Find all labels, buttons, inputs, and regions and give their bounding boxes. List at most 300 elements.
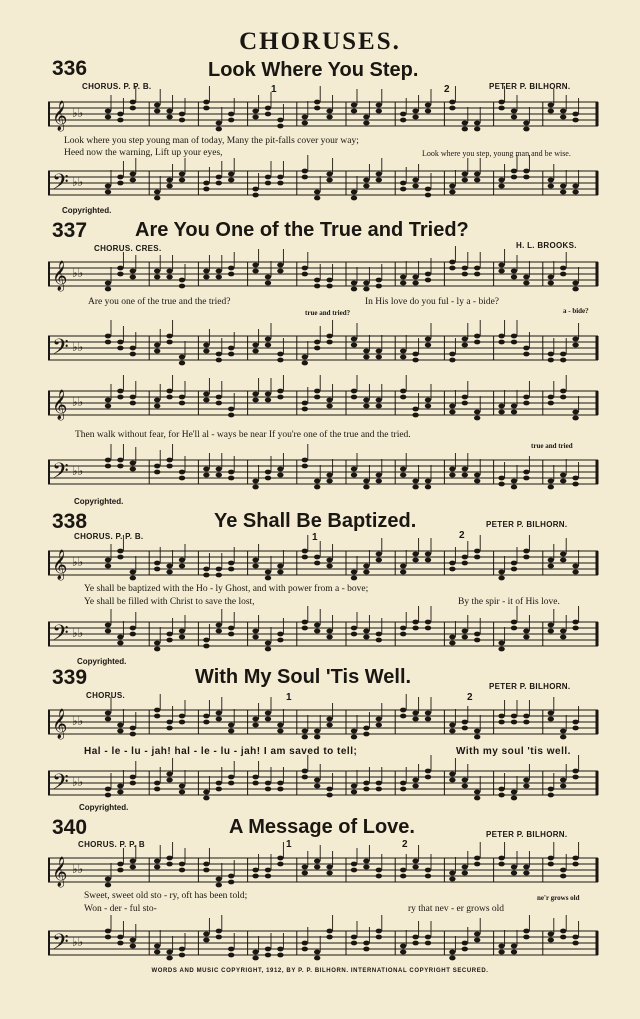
note-head [130,269,136,274]
note-head [166,395,172,400]
note-head [400,626,406,631]
lyric-line: true and tried? [305,309,351,317]
note-head [314,956,320,961]
note-head [351,862,357,867]
music-staff [48,925,598,965]
note-head [363,635,369,640]
chorus-label: CHORUS. P. P. B. [82,82,152,91]
note-head [425,485,431,490]
note-head [560,473,566,478]
note-head [462,561,468,566]
note-head [548,564,554,569]
clef-icon: 𝄞 [52,101,68,131]
note-head [203,181,209,186]
note-head [412,275,418,280]
note-head [474,632,480,637]
note-head [412,626,418,631]
note-head [130,352,136,357]
note-head [351,941,357,946]
note-head [203,862,209,867]
clef-icon: 𝄢 [52,770,69,800]
ending-marker: 1 [286,692,292,703]
note-head [462,726,468,731]
note-head [449,106,455,111]
note-head [400,118,406,123]
note-head [265,576,271,581]
note-head [314,284,320,289]
note-head [252,558,258,563]
note-head [105,793,111,798]
note-head [474,178,480,183]
note-head [498,106,504,111]
note-head [302,729,308,734]
note-head [351,281,357,286]
note-head [376,638,382,643]
note-head [154,343,160,348]
note-head [572,720,578,725]
note-head [449,567,455,572]
note-head [548,793,554,798]
note-head [265,641,271,646]
note-head [302,775,308,780]
note-head [166,178,172,183]
note-head [572,626,578,631]
note-head [203,638,209,643]
note-head [277,564,283,569]
note-head [105,564,111,569]
note-head [277,787,283,792]
lyric-line: a - bide? [563,307,589,315]
hymn-number: 339 [52,666,88,689]
note-head [572,564,578,569]
note-head [166,458,172,463]
note-head [228,272,234,277]
note-head [363,184,369,189]
note-head [216,473,222,478]
note-head [277,263,283,268]
lyric-line: By the spir - it of His love. [458,597,560,607]
note-head [228,953,234,958]
note-head [412,558,418,563]
note-head [314,196,320,201]
note-head [265,392,271,397]
note-head [449,778,455,783]
note-head [314,561,320,566]
key-flat-icon: ♭♭ [72,714,84,728]
note-head [117,549,123,554]
note-head [425,717,431,722]
note-head [474,638,480,643]
note-head [302,175,308,180]
note-head [302,941,308,946]
music-staff [48,852,598,892]
note-head [560,735,566,740]
note-head [326,723,332,728]
note-head [548,938,554,943]
note-head [166,726,172,731]
note-head [560,558,566,563]
clef-icon: 𝄞 [52,709,68,739]
note-head [314,629,320,634]
note-head [376,103,382,108]
note-head [265,112,271,117]
note-head [326,473,332,478]
note-head [412,941,418,946]
note-head [400,950,406,955]
note-head [523,169,529,174]
page-header: CHORUSES. [239,28,401,55]
note-head [203,467,209,472]
note-head [203,868,209,873]
note-head [216,275,222,280]
note-head [498,576,504,581]
note-head [130,859,136,864]
note-head [228,476,234,481]
note-head [425,193,431,198]
note-head [203,932,209,937]
copyright-note: Copyrighted. [62,206,112,215]
note-head [462,343,468,348]
lyric-line: Hal - le - lu - jah! hal - le - lu - jah! I am saved to tell; [84,746,358,757]
note-head [105,623,111,628]
note-head [302,355,308,360]
note-head [130,401,136,406]
note-head [498,856,504,861]
key-flat-icon: ♭♭ [72,775,84,789]
note-head [376,398,382,403]
clef-icon: 𝄢 [52,930,69,960]
note-head [376,473,382,478]
note-head [203,567,209,572]
note-head [154,714,160,719]
note-head [216,935,222,940]
note-head [166,638,172,643]
note-head [326,865,332,870]
note-head [166,184,172,189]
note-head [548,358,554,363]
note-head [105,340,111,345]
note-head [363,781,369,786]
note-head [523,281,529,286]
note-head [412,413,418,418]
note-head [326,340,332,345]
note-head [351,196,357,201]
note-head [560,479,566,484]
note-head [117,346,123,351]
note-head [179,178,185,183]
hymn-title: With My Soul 'Tis Well. [195,666,412,688]
note-head [523,549,529,554]
note-head [560,109,566,114]
note-head [154,865,160,870]
note-head [462,941,468,946]
hymn-number: 340 [52,816,88,839]
note-head [265,343,271,348]
note-head [179,278,185,283]
note-head [412,865,418,870]
note-head [265,398,271,403]
note-head [462,272,468,277]
note-head [351,389,357,394]
note-head [351,868,357,873]
note-head [523,871,529,876]
note-head [400,181,406,186]
note-head [166,340,172,345]
note-head [277,638,283,643]
note-head [572,118,578,123]
note-head [412,178,418,183]
note-head [511,626,517,631]
note-head [216,717,222,722]
note-head [117,118,123,123]
chorus-label: CHORUS. P. P. B [78,840,145,849]
note-head [314,623,320,628]
note-head [179,284,185,289]
note-head [462,127,468,132]
note-head [376,935,382,940]
note-head [265,787,271,792]
note-head [326,717,332,722]
note-head [228,266,234,271]
clef-icon: 𝄢 [52,459,69,489]
ending-marker: 2 [459,530,465,541]
note-head [130,726,136,731]
note-head [228,775,234,780]
note-head [412,407,418,412]
note-head [154,269,160,274]
note-head [523,720,529,725]
clef-icon: 𝄞 [52,550,68,580]
note-head [498,178,504,183]
note-head [203,573,209,578]
note-head [523,865,529,870]
note-head [449,100,455,105]
note-head [425,272,431,277]
note-head [412,711,418,716]
copyright-note: Copyrighted. [79,803,129,812]
note-head [117,395,123,400]
copyright-note: Copyrighted. [77,657,127,666]
hymn-number: 337 [52,219,88,242]
note-head [265,181,271,186]
note-head [572,416,578,421]
note-head [498,647,504,652]
note-head [474,555,480,560]
note-head [548,856,554,861]
note-head [376,479,382,484]
note-head [400,632,406,637]
note-head [203,100,209,105]
note-head [560,184,566,189]
note-head [498,476,504,481]
note-head [265,711,271,716]
note-head [252,193,258,198]
note-head [203,392,209,397]
note-head [449,358,455,363]
note-head [449,877,455,882]
note-head [302,871,308,876]
note-head [548,623,554,628]
note-head [179,862,185,867]
note-head [130,346,136,351]
note-head [425,343,431,348]
note-head [265,275,271,280]
note-head [216,781,222,786]
note-head [105,558,111,563]
note-head [117,729,123,734]
composer: PETER P. BILHORN. [489,82,571,91]
note-head [400,395,406,400]
note-head [363,787,369,792]
music-staff [48,330,598,370]
note-head [425,337,431,342]
note-head [265,337,271,342]
note-head [277,947,283,952]
music-staff [48,165,598,205]
note-head [560,868,566,873]
note-head [216,352,222,357]
note-head [560,635,566,640]
note-head [277,352,283,357]
note-head [376,278,382,283]
note-head [572,570,578,575]
note-head [400,349,406,354]
note-head [412,281,418,286]
note-head [314,389,320,394]
note-head [179,355,185,360]
note-head [572,287,578,292]
note-head [498,641,504,646]
lyric-line: Ye shall be baptized with the Ho - ly Ghost, and with power from a - bove; [84,584,369,594]
note-head [474,266,480,271]
note-head [474,121,480,126]
note-head [130,100,136,105]
note-head [351,103,357,108]
note-head [425,620,431,625]
note-head [105,281,111,286]
note-head [511,169,517,174]
note-head [449,641,455,646]
note-head [179,558,185,563]
note-head [105,787,111,792]
note-head [203,349,209,354]
note-head [572,856,578,861]
copyright-footer: WORDS AND MUSIC COPYRIGHT, 1912, BY P. P. BILHORN. INTERNATIONAL COPYRIGHT SECURED. [151,968,489,974]
note-head [548,558,554,563]
note-head [498,263,504,268]
note-head [363,404,369,409]
note-head [376,552,382,557]
note-head [265,647,271,652]
note-head [252,398,258,403]
hymn-number: 338 [52,510,88,533]
note-head [130,865,136,870]
note-head [425,874,431,879]
note-head [511,865,517,870]
note-head [326,115,332,120]
note-head [498,404,504,409]
note-head [314,340,320,345]
note-head [326,404,332,409]
note-head [203,796,209,801]
note-head [376,355,382,360]
note-head [154,109,160,114]
note-head [523,778,529,783]
note-head [252,479,258,484]
note-head [474,549,480,554]
note-head [203,938,209,943]
note-head [572,775,578,780]
note-head [203,269,209,274]
note-head [216,181,222,186]
note-head [548,103,554,108]
note-head [523,401,529,406]
note-head [302,407,308,412]
note-head [302,865,308,870]
music-staff [48,454,598,494]
note-head [474,340,480,345]
note-head [314,106,320,111]
note-head [572,281,578,286]
note-head [203,473,209,478]
note-head [277,953,283,958]
note-head [277,729,283,734]
note-head [560,190,566,195]
note-head [400,708,406,713]
note-head [523,470,529,475]
note-head [376,632,382,637]
note-head [425,775,431,780]
note-head [376,781,382,786]
note-head [474,172,480,177]
note-head [252,269,258,274]
note-head [449,871,455,876]
note-head [216,877,222,882]
note-head [363,570,369,575]
note-head [105,109,111,114]
note-head [277,181,283,186]
note-head [400,874,406,879]
note-head [560,778,566,783]
note-head [425,479,431,484]
note-head [351,576,357,581]
note-head [351,190,357,195]
note-head [400,355,406,360]
note-head [105,334,111,339]
note-head [265,717,271,722]
note-head [265,781,271,786]
note-head [228,874,234,879]
note-head [277,175,283,180]
key-flat-icon: ♭♭ [72,626,84,640]
note-head [179,790,185,795]
note-head [203,106,209,111]
note-head [216,175,222,180]
note-head [498,410,504,415]
note-head [314,278,320,283]
note-head [412,552,418,557]
note-head [498,482,504,487]
note-head [166,115,172,120]
note-head [351,935,357,940]
note-head [511,115,517,120]
note-head [179,395,185,400]
note-head [228,178,234,183]
note-head [462,337,468,342]
note-head [179,635,185,640]
note-head [449,723,455,728]
note-head [265,281,271,286]
